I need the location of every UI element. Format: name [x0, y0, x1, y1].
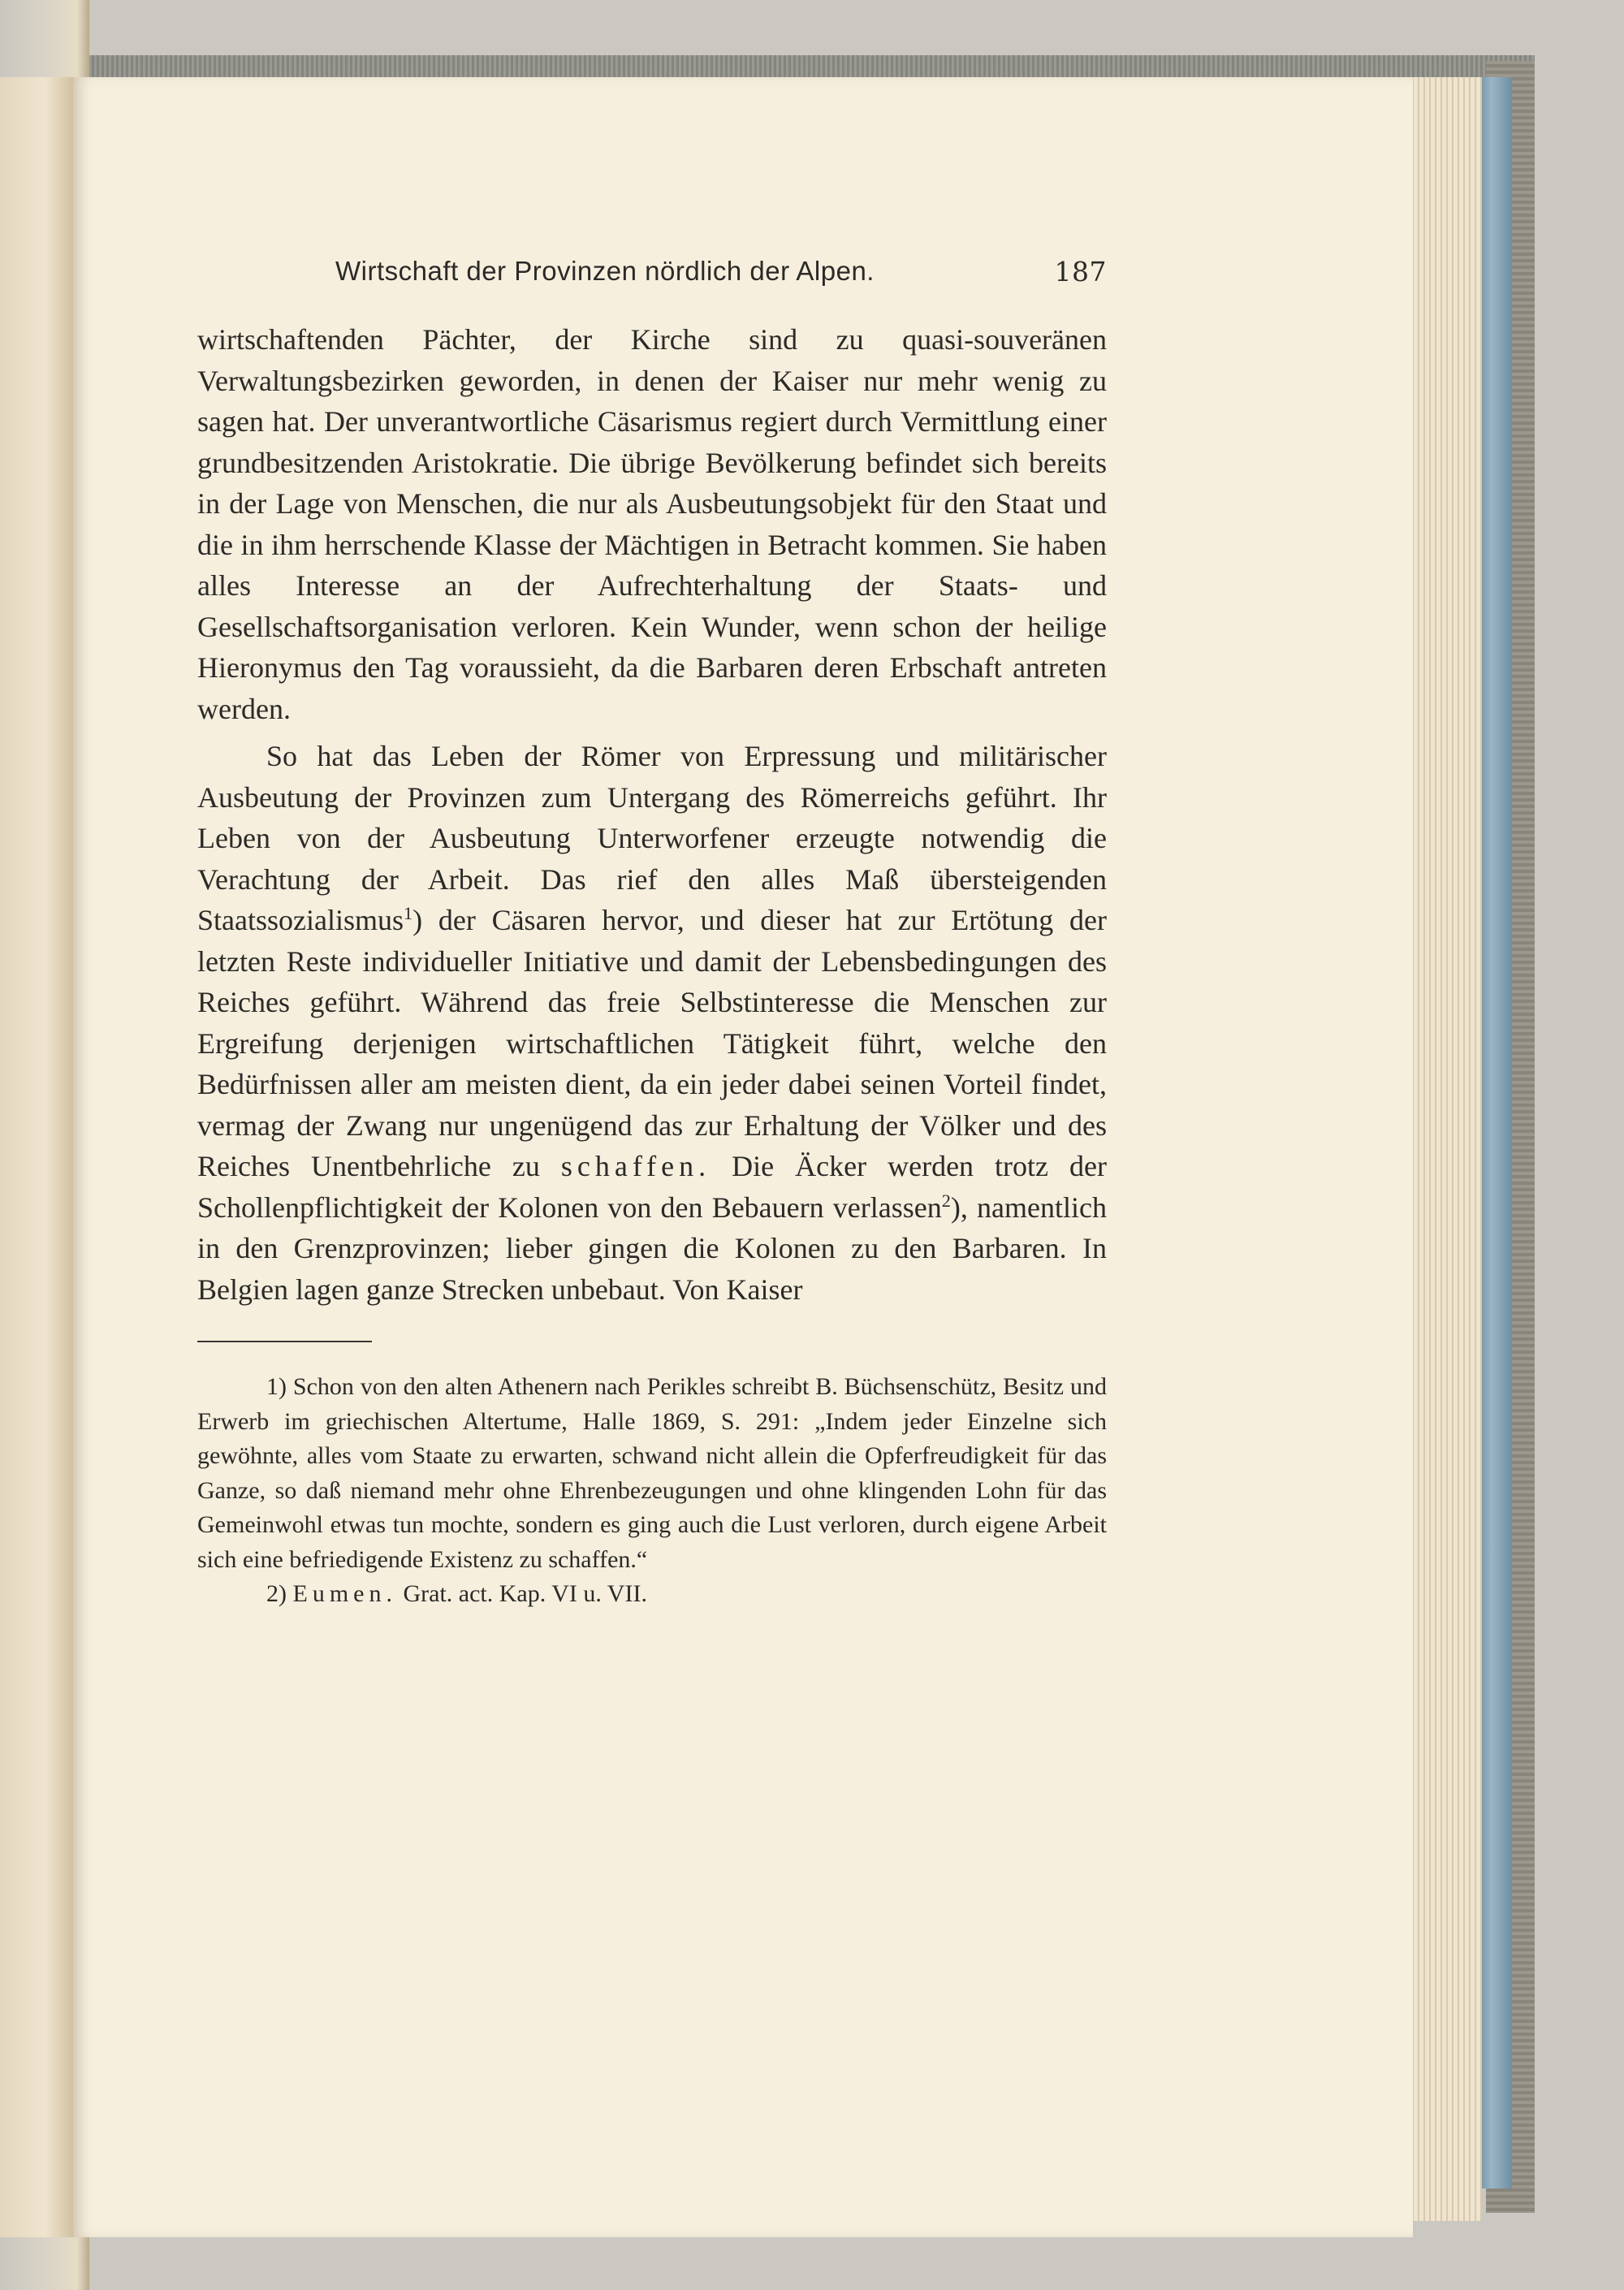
- footnote-1: 1) Schon von den alten Athenern nach Perikles schreibt B. Büchsenschütz, Besitz und Erwerb im griechischen Altertume, Halle 1869, S. 291: „Indem jeder Einzelne sich gewöhnte, alles vom Staate zu erwarten, schwand nicht allein die Opferfreudigkeit für das Ganze, so daß niemand mehr ohne Ehrenbezeugungen und ohne klingenden Lohn für das Gemeinwohl etwas tun mochte, sondern es ging auch die Lust verloren, durch eigene Arbeit sich eine befriedigende Existenz zu schaffen.“: [197, 1373, 1107, 1573]
- footnote-ref-1: 1: [404, 903, 413, 923]
- footnote-ref-2: 2: [941, 1190, 951, 1211]
- running-header: [197, 256, 1107, 293]
- paragraph-2-part-a: So hat das Leben der Römer von Erpressung und militärischer Ausbeutung der Provinzen zum Untergang des Römerreichs geführt. Ihr Leben von der Ausbeutung Unterworfener erzeugte notwendig die Verachtung der Arbeit. Das rief den alles Maß übersteigenden Staatssozialismus: [197, 740, 1107, 936]
- footnote-2-author: Eumen.: [292, 1580, 397, 1607]
- main-text: [197, 319, 1107, 1310]
- paragraph-2-part-b: ) der Cäsaren hervor, und dieser hat zur Ertötung der letzten Reste individueller Initiative und damit der Lebensbedingungen des Reiches geführt. Während das freie Selbstinteresse die Menschen zur Ergreifung derjenigen wirtschaftlichen Tätigkeit führt, welche den Bedürfnissen aller am meisten dient, da ein jeder dabei seinen Vorteil findet, vermag der Zwang nur ungenügend das zur Erhaltung der Völker und des Reiches Unentbehrliche zu: [197, 904, 1107, 1182]
- book-spine-edge: [1478, 77, 1512, 2188]
- spaced-word: schaffen.: [560, 1150, 711, 1182]
- page-content: [197, 256, 1107, 1612]
- facing-page-edge: [0, 77, 75, 2237]
- paragraph-2-part-d: ), namentlich in den Grenzprovinzen; lieber gingen die Kolonen zu den Barbaren. In Belgien lagen ganze Strecken unbebaut. Von Kaiser: [197, 1190, 1108, 1306]
- paragraph-1: wirtschaftenden Pächter, der Kirche sind zu quasi-souveränen Verwaltungsbezirken geworden, in denen der Kaiser nur mehr wenig zu sagen hat. Der unverantwortliche Cäsarismus regiert durch Vermittlung einer grundbesitzenden Aristokratie. Die übrige Bevölkerung befindet sich bereits in der Lage von Menschen, die nur als Ausbeutungsobjekt für den Staat und die in ihm herrschende Klasse der Mächtigen in Betracht kommen. Sie haben alles Interesse an der Aufrechterhaltung der Staats- und Gesellschaftsorganisation verloren. Kein Wunder, wenn schon der heilige Hieronymus den Tag voraussieht, da die Barbaren deren Erbschaft antreten werden.: [197, 323, 1107, 725]
- footnote-rule: [197, 1341, 372, 1342]
- paragraph-2: [197, 736, 1107, 1310]
- running-title: Wirtschaft der Provinzen nördlich der Alpen.: [335, 256, 875, 286]
- footnotes: [197, 1370, 1107, 1612]
- footnote-2-label: 2): [266, 1580, 293, 1607]
- footnote-2: [197, 1577, 1107, 1612]
- footnote-2-text: Grat. act. Kap. VI u. VII.: [396, 1580, 647, 1607]
- paragraph-2-part-c: Die Äcker werden trotz der Schollenpflichtigkeit der Kolonen von den Bebauern verlassen: [197, 1150, 1107, 1224]
- page-number: 187: [1054, 256, 1107, 287]
